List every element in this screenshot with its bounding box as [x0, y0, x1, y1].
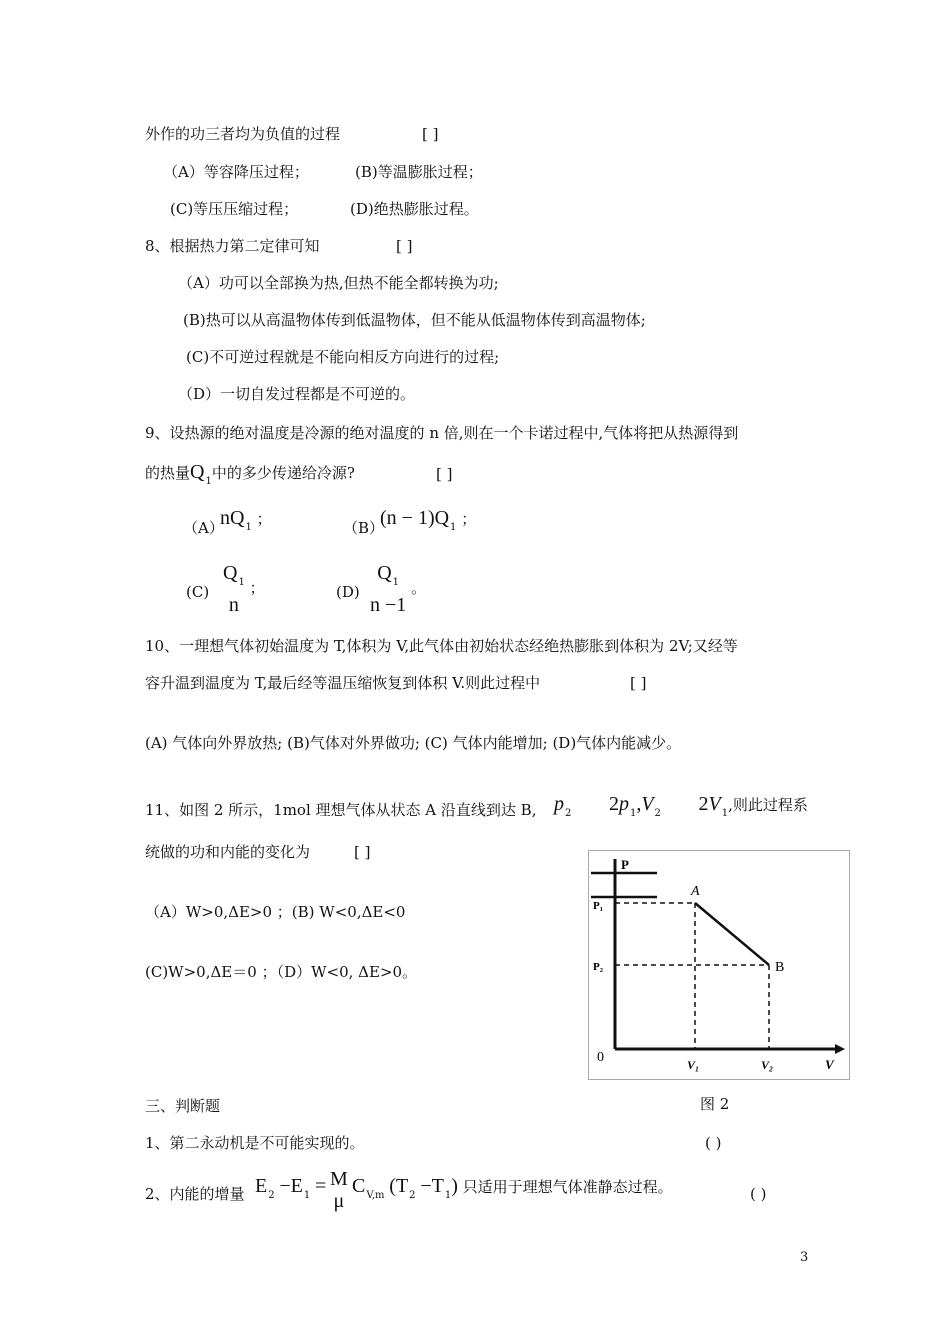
q11-v: V	[641, 793, 654, 815]
q11-condition-expr	[554, 794, 808, 824]
q11-options-ab: （A）W>0,ΔE>0 ；(B) W<0,ΔE<0	[145, 903, 406, 921]
q9-option-a-sub: 1	[245, 522, 252, 533]
formula-m: M	[330, 1168, 348, 1190]
q9-option-a-semicolon: ；	[256, 510, 272, 528]
q9-option-b-expr	[380, 508, 476, 538]
q9-option-d-num: Q	[377, 562, 392, 584]
q11-p2-sub: 2	[565, 808, 572, 819]
q8-option-b: (B)热可以从高温物体传到低温物体，但不能从低温物体传到高温物体;	[183, 311, 646, 329]
q9-option-b-sub: 1	[450, 522, 457, 533]
q9-option-a-expr	[220, 508, 272, 538]
judge-item-2-paren: ( )	[750, 1185, 767, 1203]
formula-e1-sub: 1	[303, 1190, 311, 1201]
q9-option-a-label: （A）	[183, 519, 224, 537]
formula-e1: E	[290, 1175, 303, 1197]
q9-option-c-semicolon: ；	[249, 579, 265, 597]
q9-option-a-nq: nQ	[220, 507, 245, 529]
pv-diagram-svg	[589, 851, 849, 1079]
p1-label: P₁	[593, 900, 604, 912]
v-axis-arrow-icon	[835, 1044, 845, 1054]
q9-option-c-fraction	[223, 562, 265, 616]
q9-heat-q-sub: 1	[205, 476, 212, 487]
q9-option-c-num: Q	[223, 562, 238, 584]
q7-tail-text: 外作的功三者均为负值的过程	[145, 125, 341, 143]
v-axis-label: V	[825, 1057, 834, 1072]
point-a-label: A	[691, 884, 700, 899]
q8-answer-bracket: [ ]	[396, 237, 413, 255]
judge-item-2-formula-rest	[352, 1176, 673, 1206]
q9-stem2b: 中的多少传递给冷源?	[211, 464, 355, 482]
formula-lparen: (	[389, 1175, 396, 1197]
q7-option-c: (C)等压压缩过程；	[170, 200, 299, 218]
q11-options-cd: (C)W>0,ΔE＝0 ；（D）W<0, ΔE>0。	[145, 963, 418, 981]
v2-label: V₂	[761, 1058, 774, 1072]
q11-two-2: 2	[698, 793, 709, 815]
q7-option-d: (D)绝热膨胀过程。	[350, 200, 479, 218]
formula-equals: =	[315, 1175, 327, 1197]
judge-item-2-text: 2、内能的增量	[145, 1185, 245, 1203]
q8-stem: 8、根据热力第二定律可知	[145, 237, 320, 255]
q10-answer-bracket: [ ]	[630, 674, 647, 692]
q9-option-c-frac	[223, 562, 245, 616]
formula-minus-1: −	[279, 1175, 291, 1197]
formula-e2: E	[255, 1175, 268, 1197]
q9-answer-bracket: [ ]	[436, 465, 453, 483]
formula-m-over-mu	[330, 1168, 348, 1212]
formula-t2: T	[395, 1175, 409, 1197]
p-axis-label: P	[621, 857, 629, 872]
q9-heat-q: Q	[190, 461, 205, 483]
q9-stem2a: 的热量	[145, 464, 191, 482]
process-line-ab	[695, 903, 769, 965]
judge-item-2-tail: 只适用于理想气体准静态过程。	[462, 1178, 673, 1196]
q11-p1: p	[618, 793, 629, 815]
formula-t1-sub: 1	[444, 1190, 452, 1201]
formula-c: C	[352, 1175, 366, 1197]
q9-option-c-den: n	[228, 594, 239, 616]
q9-option-b-n-1-q: (n − 1)Q	[380, 507, 450, 529]
figure-2-pv-diagram	[588, 850, 850, 1080]
formula-t2-sub: 2	[409, 1190, 416, 1201]
v1-label: V₁	[687, 1058, 700, 1072]
q11-stem-line2: 统做的功和内能的变化为	[145, 843, 311, 861]
judge-item-1: 1、第二永动机是不可能实现的。	[145, 1134, 365, 1152]
q8-option-a: （A）功可以全部换为热,但热不能全都转换为功;	[178, 274, 499, 292]
q7-option-a: （A）等容降压过程；	[163, 163, 309, 181]
q9-option-d-frac	[370, 562, 406, 616]
q11-v1-sub: 1	[721, 808, 729, 819]
q9-option-d-den: n −1	[370, 594, 407, 616]
judge-item-2-formula	[255, 1176, 326, 1206]
formula-rparen: )	[451, 1175, 458, 1197]
formula-e2-sub: 2	[268, 1190, 275, 1201]
section-3-title: 三、判断题	[145, 1097, 221, 1115]
q10-stem-line2: 容升温到温度为 T,最后经等温压缩恢复到体积 V.则此过程中	[145, 674, 541, 692]
q8-option-c: (C)不可逆过程就是不能向相反方向进行的过程;	[186, 348, 500, 366]
figure-2-caption: 图 2	[700, 1095, 730, 1113]
q11-p: p	[554, 793, 564, 815]
q9-option-c-label: (C)	[186, 583, 210, 601]
p2-label: P₂	[593, 961, 604, 973]
q9-option-d-fraction	[370, 562, 426, 616]
origin-label: 0	[597, 1050, 604, 1065]
formula-mass-fraction	[330, 1168, 348, 1212]
q7-stem-tail	[145, 124, 340, 144]
q11-v1: V	[708, 793, 721, 815]
q7-option-b: (B)等温膨胀过程；	[355, 163, 483, 181]
q11-stem1-end: ,则此过程系	[728, 796, 808, 814]
formula-mu: μ	[333, 1190, 345, 1212]
q11-comma: ,	[636, 793, 642, 815]
q11-p1-sub: 1	[629, 808, 637, 819]
q11-answer-bracket: [ ]	[354, 843, 371, 861]
formula-cvm-sub: V,m	[366, 1190, 385, 1201]
q11-v2-sub: 2	[654, 808, 661, 819]
q9-option-c-num-sub: 1	[238, 577, 245, 588]
q7-answer-bracket: [ ]	[422, 125, 439, 143]
q8-option-d: （D）一切自发过程都是不可逆的。	[178, 385, 416, 403]
point-b-label: B	[775, 960, 785, 975]
q9-stem-line2	[145, 462, 355, 492]
q9-option-d-period: 。	[411, 579, 427, 597]
q11-stem-line1	[145, 800, 536, 820]
q9-option-d-num-sub: 1	[392, 577, 400, 588]
formula-t1: T	[431, 1175, 444, 1197]
q9-option-b-semicolon: ；	[461, 510, 477, 528]
formula-minus-2: −	[420, 1175, 432, 1197]
q9-option-b-label: （B）	[343, 519, 385, 537]
page-number: 3	[800, 1250, 809, 1265]
q9-stem-line1: 9、设热源的绝对温度是冷源的绝对温度的 n 倍,则在一个卡诺过程中,气体将把从热源得到	[145, 424, 739, 442]
q11-stem1-text: 11、如图 2 所示，1mol 理想气体从状态 A 沿直线到达 B,	[145, 801, 537, 819]
judge-item-1-paren: ( )	[705, 1134, 722, 1152]
q10-stem-line1: 10、一理想气体初始温度为 T,体积为 V,此气体由初始状态经绝热膨胀到体积为 2V;又经等	[145, 637, 738, 655]
q10-options: (A) 气体向外界放热; (B)气体对外界做功; (C) 气体内能增加; (D)气体内能减少。	[145, 734, 682, 752]
q9-option-d-label: (D)	[336, 583, 360, 601]
q11-two-1: 2	[608, 793, 619, 815]
